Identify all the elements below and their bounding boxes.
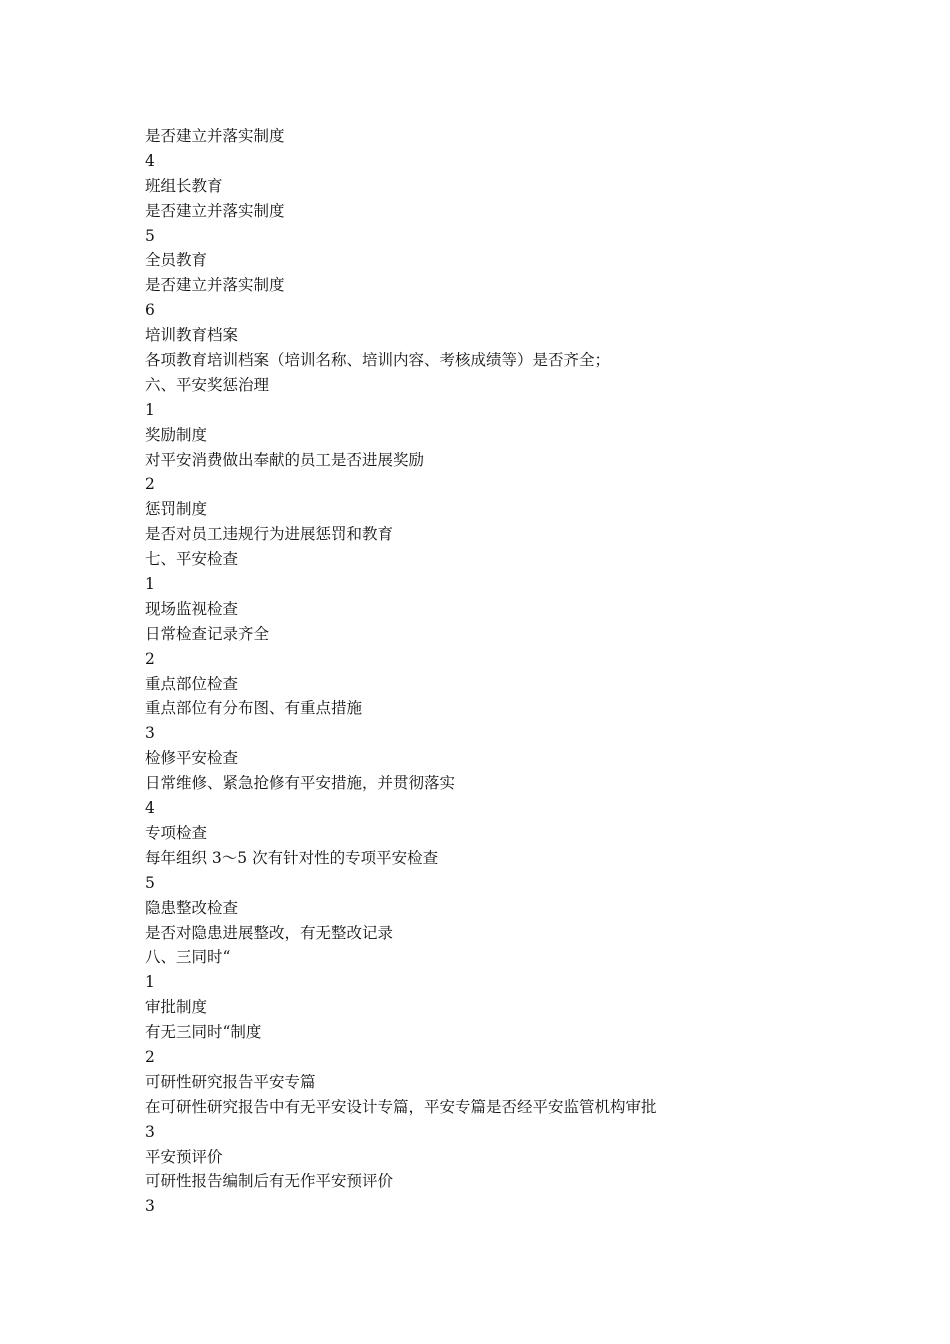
item-title: 重点部位检查: [145, 674, 239, 693]
item-number: 1: [145, 400, 155, 419]
item-title: 审批制度: [145, 998, 208, 1017]
item-number: 4: [145, 799, 155, 818]
item-requirement: 重点部位有分布图、有重点措施: [145, 699, 363, 718]
item-number: 4: [145, 151, 155, 170]
item-requirement: 各项教育培训档案（培训名称、培训内容、考核成绩等）是否齐全；: [145, 351, 611, 370]
item-requirement: 对平安消费做出奉献的员工是否进展奖励: [145, 450, 425, 469]
item-title: 现场监视检查: [145, 599, 239, 618]
item-title: 专项检查: [145, 823, 208, 842]
item-number: 2: [145, 1047, 155, 1066]
item-requirement: 可研性报告编制后有无作平安预评价: [145, 1172, 394, 1191]
section-heading: 八、三同时“: [145, 948, 231, 967]
item-number: 3: [145, 724, 155, 743]
item-title: 奖励制度: [145, 425, 208, 444]
section-heading: 六、平安奖惩治理: [145, 375, 270, 394]
item-title: 培训教育档案: [145, 326, 239, 345]
item-number: 1: [145, 973, 155, 992]
document-body: [145, 124, 905, 1219]
item-requirement: 是否对员工违规行为进展惩罚和教育: [145, 525, 394, 544]
item-title: 全员教育: [145, 251, 208, 270]
section-heading: 七、平安检查: [145, 550, 239, 569]
item-number: 3: [145, 1122, 155, 1141]
item-title: 惩罚制度: [145, 500, 208, 519]
item-title: 可研性研究报告平安专篇: [145, 1072, 316, 1091]
item-title: 隐患整改检查: [145, 898, 239, 917]
item-number: 2: [145, 475, 155, 494]
item-requirement: 是否对隐患进展整改，有无整改记录: [145, 923, 394, 942]
item-requirement: 是否建立并落实制度: [145, 276, 285, 295]
item-number: 2: [145, 649, 155, 668]
item-number: 1: [145, 575, 155, 594]
text-line: 是否建立并落实制度: [145, 127, 285, 145]
item-number: 5: [145, 226, 155, 245]
item-title: 班组长教育: [145, 176, 223, 195]
item-title: 平安预评价: [145, 1147, 223, 1166]
item-requirement: 有无三同时“制度: [145, 1023, 262, 1042]
item-requirement: 日常维修、紧急抢修有平安措施，并贯彻落实: [145, 774, 456, 793]
item-number: 5: [145, 873, 155, 892]
item-requirement: 日常检查记录齐全: [145, 624, 270, 643]
item-number: 6: [145, 301, 155, 320]
item-number: 3: [145, 1197, 155, 1216]
item-requirement: 在可研性研究报告中有无平安设计专篇，平安专篇是否经平安监管机构审批: [145, 1097, 657, 1116]
item-requirement: 是否建立并落实制度: [145, 201, 285, 220]
item-requirement: 每年组织 3～5 次有针对性的专项平安检查: [145, 848, 439, 867]
item-title: 检修平安检查: [145, 749, 239, 768]
